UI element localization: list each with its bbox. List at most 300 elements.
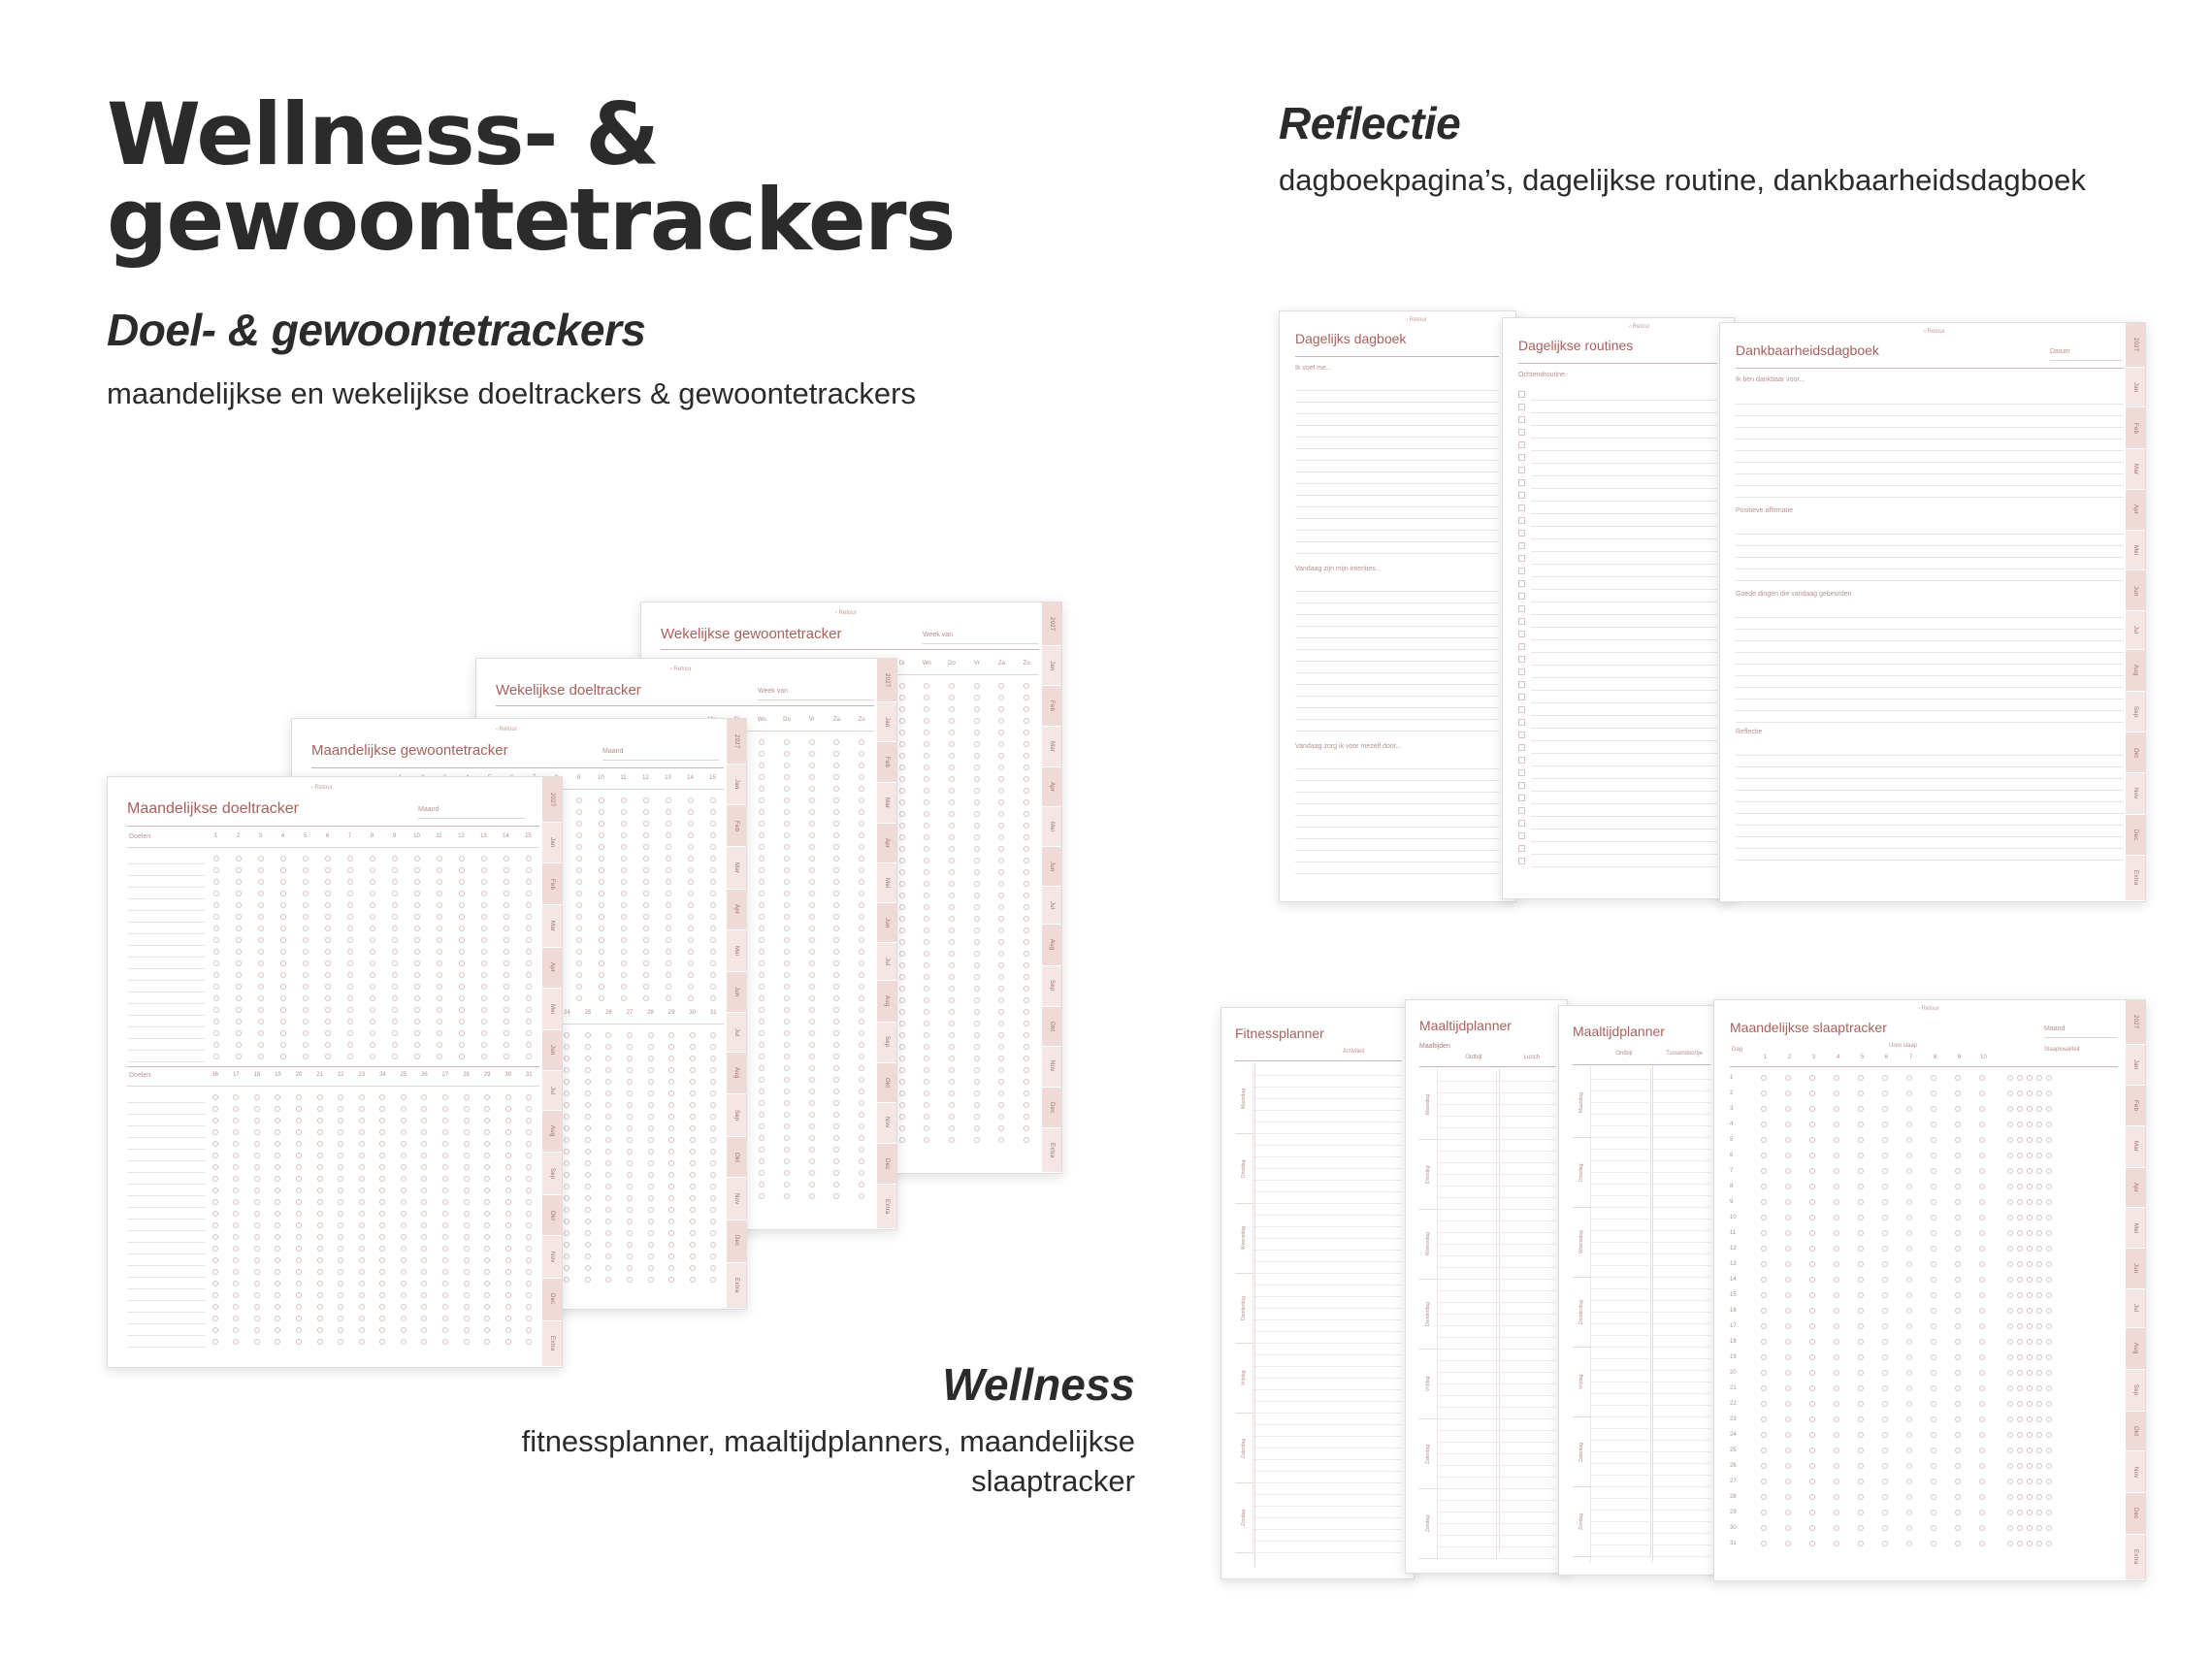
tracker-cell[interactable] [249, 867, 272, 873]
circle-icon[interactable] [833, 867, 839, 873]
circle-icon[interactable] [464, 1187, 470, 1193]
circle-icon[interactable] [599, 972, 604, 978]
circle-icon[interactable] [784, 1123, 790, 1129]
circle-icon[interactable] [317, 1176, 323, 1182]
tracker-cell[interactable] [406, 891, 428, 896]
circle-icon[interactable] [370, 926, 375, 931]
tracker-cell[interactable] [774, 984, 799, 990]
tracker-cell[interactable] [825, 1065, 850, 1071]
tracker-cell[interactable] [640, 1044, 662, 1050]
circle-icon[interactable] [526, 1222, 532, 1228]
tracker-cell[interactable] [774, 821, 799, 827]
entry-cell[interactable] [1650, 1278, 1710, 1347]
checkbox-icon[interactable] [1518, 757, 1525, 764]
circle-icon[interactable] [648, 1079, 654, 1085]
circle-icon[interactable] [998, 1102, 1004, 1108]
write-line[interactable] [1591, 1103, 1650, 1115]
circle-icon[interactable] [325, 1030, 331, 1036]
tracker-cell[interactable] [227, 867, 249, 873]
back-link[interactable]: ‹ Retour [670, 667, 692, 672]
circle-icon[interactable] [627, 1102, 633, 1108]
circle-icon[interactable] [2007, 1137, 2013, 1143]
circle-icon[interactable] [924, 1125, 929, 1131]
tracker-cell[interactable] [272, 937, 294, 943]
hour-cell[interactable] [1897, 1215, 1921, 1220]
tracker-cell[interactable] [799, 995, 825, 1001]
tracker-cell[interactable] [428, 902, 450, 908]
tracker-cell[interactable] [351, 1129, 373, 1135]
tracker-cell[interactable] [309, 1304, 331, 1310]
tracker-cell[interactable] [701, 914, 724, 920]
circle-icon[interactable] [392, 867, 398, 873]
tracker-cell[interactable] [661, 1149, 682, 1155]
write-line[interactable] [1438, 1245, 1496, 1256]
circle-icon[interactable] [998, 1114, 1004, 1120]
circle-icon[interactable] [974, 881, 980, 887]
tracker-cell[interactable] [518, 1257, 539, 1263]
circle-icon[interactable] [784, 902, 790, 908]
tracker-cell[interactable] [849, 1019, 874, 1025]
circle-icon[interactable] [296, 1199, 302, 1205]
write-line[interactable] [1651, 1289, 1710, 1301]
circle-icon[interactable] [899, 695, 905, 700]
circle-icon[interactable] [526, 972, 532, 978]
circle-icon[interactable] [621, 995, 627, 1001]
table-row[interactable] [127, 1254, 539, 1266]
circle-icon[interactable] [899, 1102, 905, 1108]
circle-icon[interactable] [258, 926, 264, 931]
tracker-cell[interactable] [825, 1019, 850, 1025]
circle-icon[interactable] [784, 960, 790, 966]
tracker-cell[interactable] [577, 1184, 599, 1189]
tracker-cell[interactable] [914, 1044, 939, 1050]
tracker-cell[interactable] [316, 972, 339, 978]
circle-icon[interactable] [605, 1044, 611, 1050]
circle-icon[interactable] [621, 891, 627, 896]
circle-icon[interactable] [1761, 1184, 1767, 1189]
tracker-cell[interactable] [517, 984, 539, 990]
checkbox-label-field[interactable] [1531, 427, 1717, 439]
circle-icon[interactable] [338, 1164, 343, 1170]
tracker-cell[interactable] [268, 1269, 289, 1275]
write-line[interactable] [1438, 1152, 1496, 1163]
month-tab[interactable]: Nov [542, 1236, 562, 1279]
circle-icon[interactable] [213, 867, 219, 873]
tracker-cell[interactable] [205, 984, 227, 990]
quality-rating[interactable] [2007, 1184, 2052, 1189]
circle-icon[interactable] [564, 1125, 569, 1131]
tracker-cell[interactable] [825, 1135, 850, 1141]
circle-icon[interactable] [2017, 1075, 2023, 1081]
circle-icon[interactable] [784, 763, 790, 768]
circle-icon[interactable] [949, 834, 955, 840]
sheet-maandelijkse-doeltracker[interactable] [107, 776, 563, 1368]
circle-icon[interactable] [484, 1269, 490, 1275]
circle-icon[interactable] [459, 972, 465, 978]
circle-icon[interactable] [2017, 1184, 2023, 1189]
write-line[interactable] [1438, 1466, 1496, 1478]
circle-icon[interactable] [317, 1304, 323, 1310]
tracker-cell[interactable] [316, 914, 339, 920]
tracker-cell[interactable] [205, 914, 227, 920]
tracker-cell[interactable] [373, 1257, 394, 1263]
circle-icon[interactable] [504, 1030, 509, 1036]
tracker-cell[interactable] [640, 1184, 662, 1189]
circle-icon[interactable] [484, 1199, 490, 1205]
circle-icon[interactable] [949, 753, 955, 759]
tracker-cell[interactable] [661, 1114, 682, 1120]
tracker-cell[interactable] [634, 949, 657, 955]
circle-icon[interactable] [233, 1304, 239, 1310]
circle-icon[interactable] [275, 1187, 280, 1193]
circle-icon[interactable] [949, 986, 955, 992]
circle-icon[interactable] [1882, 1106, 1888, 1112]
circle-icon[interactable] [296, 1257, 302, 1263]
tracker-cell[interactable] [1014, 916, 1039, 922]
write-line[interactable] [1438, 1163, 1496, 1175]
circle-icon[interactable] [401, 1316, 407, 1321]
tracker-cell[interactable] [205, 1281, 226, 1286]
write-line[interactable] [1295, 379, 1499, 391]
tracker-cell[interactable] [939, 1090, 964, 1096]
tracker-cell[interactable] [849, 902, 874, 908]
tracker-cell[interactable] [634, 856, 657, 862]
month-tab[interactable]: Okt [727, 1137, 746, 1178]
write-line[interactable] [1295, 603, 1499, 615]
tracker-cell[interactable] [612, 937, 634, 943]
circle-icon[interactable] [275, 1246, 280, 1252]
circle-icon[interactable] [296, 1316, 302, 1321]
circle-icon[interactable] [303, 926, 309, 931]
tracker-cell[interactable] [702, 1056, 724, 1061]
row-label-field[interactable] [127, 1266, 205, 1278]
tracker-cell[interactable] [351, 1246, 373, 1252]
circle-icon[interactable] [236, 891, 242, 896]
circle-icon[interactable] [254, 1199, 260, 1205]
tracker-cell[interactable] [268, 1153, 289, 1158]
circle-icon[interactable] [899, 1009, 905, 1015]
tracker-cell[interactable] [825, 1193, 850, 1199]
tracker-cell[interactable] [799, 1147, 825, 1153]
circle-icon[interactable] [421, 1211, 427, 1217]
circle-icon[interactable] [370, 984, 375, 990]
write-line[interactable] [1295, 804, 1499, 816]
circle-icon[interactable] [437, 879, 442, 885]
circle-icon[interactable] [303, 1019, 309, 1025]
tracker-cell[interactable] [774, 1089, 799, 1094]
circle-icon[interactable] [809, 1030, 815, 1036]
tracker-cell[interactable] [849, 1182, 874, 1187]
tracker-cell[interactable] [619, 1253, 640, 1259]
checkbox-label-field[interactable] [1531, 679, 1717, 691]
circle-icon[interactable] [526, 1316, 532, 1321]
write-line[interactable] [1295, 708, 1499, 720]
tracker-cell[interactable] [288, 1141, 309, 1147]
tracker-cell[interactable] [294, 1054, 316, 1059]
circle-icon[interactable] [1809, 1184, 1815, 1189]
tracker-cell[interactable] [612, 949, 634, 955]
circle-icon[interactable] [924, 1009, 929, 1015]
circle-icon[interactable] [258, 949, 264, 955]
table-row[interactable] [1730, 1132, 2118, 1148]
circle-icon[interactable] [998, 974, 1004, 980]
write-line[interactable] [1651, 1382, 1710, 1394]
circle-icon[interactable] [688, 914, 694, 920]
tracker-cell[interactable] [701, 926, 724, 931]
tracker-cell[interactable] [702, 1219, 724, 1224]
row-label-field[interactable] [127, 1173, 205, 1185]
tracker-cell[interactable] [498, 1339, 519, 1345]
circle-icon[interactable] [325, 1054, 331, 1059]
circle-icon[interactable] [379, 1222, 385, 1228]
circle-icon[interactable] [233, 1222, 239, 1228]
circle-icon[interactable] [212, 1316, 218, 1321]
circle-icon[interactable] [899, 718, 905, 724]
tracker-cell[interactable] [749, 844, 774, 850]
circle-icon[interactable] [899, 753, 905, 759]
circle-icon[interactable] [442, 1164, 448, 1170]
month-tab[interactable]: 2027 [1042, 602, 1061, 646]
month-tab[interactable]: Dec [877, 1144, 896, 1185]
circle-icon[interactable] [666, 995, 671, 1001]
row-label-field[interactable] [127, 1185, 205, 1196]
tracker-cell[interactable] [450, 1030, 472, 1036]
tracker-cell[interactable] [682, 1277, 703, 1283]
tracker-cell[interactable] [288, 1222, 309, 1228]
tracker-cell[interactable] [330, 1211, 351, 1217]
circle-icon[interactable] [899, 997, 905, 1003]
hour-cell[interactable] [1921, 1153, 1945, 1158]
write-line[interactable] [1497, 1431, 1555, 1443]
circle-icon[interactable] [1979, 1122, 1985, 1127]
sheet-dagelijks-dagboek[interactable] [1279, 310, 1516, 902]
circle-icon[interactable] [359, 1094, 365, 1100]
write-line[interactable] [1438, 1361, 1496, 1373]
hour-cell[interactable] [1848, 1230, 1872, 1236]
circle-icon[interactable] [949, 788, 955, 794]
circle-icon[interactable] [688, 949, 694, 955]
write-line[interactable] [1438, 1221, 1496, 1233]
weekday-row[interactable] [1235, 1204, 1402, 1274]
tracker-cell[interactable] [640, 1230, 662, 1236]
circle-icon[interactable] [1858, 1090, 1864, 1096]
circle-icon[interactable] [784, 1054, 790, 1059]
checkbox-label-field[interactable] [1531, 805, 1717, 817]
circle-icon[interactable] [899, 986, 905, 992]
hour-cell[interactable] [1800, 1106, 1824, 1112]
circle-icon[interactable] [437, 902, 442, 908]
write-line[interactable] [1253, 1402, 1402, 1414]
hour-cell[interactable] [1824, 1153, 1848, 1158]
circle-icon[interactable] [442, 1199, 448, 1205]
tracker-cell[interactable] [590, 960, 612, 966]
tracker-cell[interactable] [476, 1222, 498, 1228]
tracker-cell[interactable] [330, 1129, 351, 1135]
row-label-field[interactable] [127, 1004, 205, 1016]
tracker-cell[interactable] [1014, 695, 1039, 700]
circle-icon[interactable] [648, 1160, 654, 1166]
tracker-cell[interactable] [599, 1253, 620, 1259]
tracker-cell[interactable] [456, 1106, 477, 1112]
circle-icon[interactable] [2046, 1153, 2052, 1158]
tracker-cell[interactable] [825, 960, 850, 966]
tracker-cell[interactable] [914, 741, 939, 747]
tracker-cell[interactable] [577, 1125, 599, 1131]
circle-icon[interactable] [2007, 1215, 2013, 1220]
write-line[interactable] [1736, 474, 2124, 486]
entry-cell[interactable] [1437, 1350, 1496, 1418]
tracker-cell[interactable] [590, 879, 612, 885]
circle-icon[interactable] [359, 1153, 365, 1158]
write-line[interactable] [1253, 1332, 1402, 1344]
table-row[interactable] [127, 946, 539, 958]
circle-icon[interactable] [643, 984, 649, 990]
tracker-cell[interactable] [990, 718, 1015, 724]
hour-cell[interactable] [1897, 1106, 1921, 1112]
row-label-field[interactable] [127, 1208, 205, 1220]
circle-icon[interactable] [710, 1125, 716, 1131]
write-line[interactable] [1591, 1348, 1650, 1359]
tracker-cell[interactable] [799, 1100, 825, 1106]
hour-cell[interactable] [1800, 1168, 1824, 1174]
write-line[interactable] [1295, 461, 1499, 472]
circle-icon[interactable] [949, 706, 955, 712]
write-line[interactable] [1438, 1408, 1496, 1419]
circle-icon[interactable] [484, 1304, 490, 1310]
hour-cell[interactable] [1848, 1075, 1872, 1081]
circle-icon[interactable] [526, 1019, 532, 1025]
circle-icon[interactable] [759, 1007, 764, 1013]
write-line[interactable] [1497, 1233, 1555, 1245]
tracker-cell[interactable] [373, 1187, 394, 1193]
circle-icon[interactable] [621, 821, 627, 827]
hour-cell[interactable] [1824, 1137, 1848, 1143]
tracker-cell[interactable] [517, 856, 539, 862]
tracker-cell[interactable] [294, 879, 316, 885]
tracker-cell[interactable] [351, 1176, 373, 1182]
circle-icon[interactable] [1809, 1215, 1815, 1220]
circle-icon[interactable] [784, 1182, 790, 1187]
tracker-cell[interactable] [227, 960, 249, 966]
tracker-cell[interactable] [205, 926, 227, 931]
circle-icon[interactable] [668, 1032, 674, 1038]
circle-icon[interactable] [643, 949, 649, 955]
tracker-cell[interactable] [682, 1067, 703, 1073]
circle-icon[interactable] [370, 960, 375, 966]
entry-cell[interactable] [1650, 1068, 1710, 1137]
write-line[interactable] [1295, 438, 1499, 449]
tracker-cell[interactable] [657, 856, 679, 862]
circle-icon[interactable] [296, 1106, 302, 1112]
circle-icon[interactable] [303, 972, 309, 978]
tracker-cell[interactable] [702, 1160, 724, 1166]
tracker-cell[interactable] [849, 1112, 874, 1118]
circle-icon[interactable] [338, 1211, 343, 1217]
circle-icon[interactable] [437, 960, 442, 966]
circle-icon[interactable] [643, 891, 649, 896]
row-label-field[interactable] [127, 888, 205, 899]
circle-icon[interactable] [401, 1199, 407, 1205]
tracker-cell[interactable] [414, 1176, 436, 1182]
weekday-row[interactable] [1419, 1489, 1555, 1559]
circle-icon[interactable] [213, 984, 219, 990]
write-line[interactable] [1591, 1126, 1650, 1138]
circle-icon[interactable] [1785, 1106, 1791, 1112]
circle-icon[interactable] [236, 1054, 242, 1059]
circle-icon[interactable] [1024, 916, 1029, 922]
circle-icon[interactable] [627, 1067, 633, 1073]
write-line[interactable] [1736, 558, 2124, 569]
circle-icon[interactable] [833, 1112, 839, 1118]
tracker-cell[interactable] [599, 1184, 620, 1189]
tracker-cell[interactable] [351, 1094, 373, 1100]
circle-icon[interactable] [759, 995, 764, 1001]
write-line[interactable] [1438, 1140, 1496, 1152]
circle-icon[interactable] [1979, 1199, 1985, 1205]
circle-icon[interactable] [998, 846, 1004, 852]
tracker-cell[interactable] [476, 1316, 498, 1321]
circle-icon[interactable] [809, 809, 815, 815]
entry-cell[interactable] [1496, 1280, 1555, 1349]
circle-icon[interactable] [505, 1304, 511, 1310]
tracker-cell[interactable] [849, 1065, 874, 1071]
tracker-cell[interactable] [749, 763, 774, 768]
circle-icon[interactable] [859, 1147, 864, 1153]
circle-icon[interactable] [442, 1153, 448, 1158]
circle-icon[interactable] [859, 739, 864, 745]
circle-icon[interactable] [627, 1079, 633, 1085]
tracker-cell[interactable] [749, 972, 774, 978]
write-line[interactable] [1736, 814, 2124, 826]
circle-icon[interactable] [1834, 1168, 1839, 1174]
circle-icon[interactable] [296, 1292, 302, 1298]
tracker-cell[interactable] [249, 984, 272, 990]
tracker-cell[interactable] [849, 1135, 874, 1141]
circle-icon[interactable] [370, 949, 375, 955]
circle-icon[interactable] [325, 867, 331, 873]
write-line[interactable] [1736, 641, 2124, 653]
tracker-cell[interactable] [406, 1054, 428, 1059]
checkbox-icon[interactable] [1518, 517, 1525, 524]
tracker-cell[interactable] [661, 1172, 682, 1178]
tracker-cell[interactable] [774, 809, 799, 815]
circle-icon[interactable] [1931, 1153, 1936, 1158]
tracker-cell[interactable] [226, 1129, 247, 1135]
circle-icon[interactable] [317, 1153, 323, 1158]
tracker-cell[interactable] [393, 1257, 414, 1263]
month-tab[interactable]: Sep [2126, 692, 2145, 733]
circle-icon[interactable] [998, 869, 1004, 875]
checkbox-label-field[interactable] [1531, 402, 1717, 413]
tracker-cell[interactable] [414, 1327, 436, 1333]
write-line[interactable] [1651, 1278, 1710, 1289]
circle-icon[interactable] [621, 856, 627, 862]
tracker-cell[interactable] [702, 1149, 724, 1155]
tracker-cell[interactable] [914, 683, 939, 689]
write-line[interactable] [1253, 1088, 1402, 1099]
circle-icon[interactable] [605, 1172, 611, 1178]
tracker-cell[interactable] [316, 902, 339, 908]
tracker-cell[interactable] [964, 927, 990, 933]
row-label-field[interactable] [127, 1027, 205, 1039]
circle-icon[interactable] [668, 1277, 674, 1283]
circle-icon[interactable] [621, 797, 627, 803]
circle-icon[interactable] [859, 1089, 864, 1094]
circle-icon[interactable] [421, 1316, 427, 1321]
circle-icon[interactable] [621, 879, 627, 885]
circle-icon[interactable] [1955, 1215, 1961, 1220]
circle-icon[interactable] [437, 867, 442, 873]
